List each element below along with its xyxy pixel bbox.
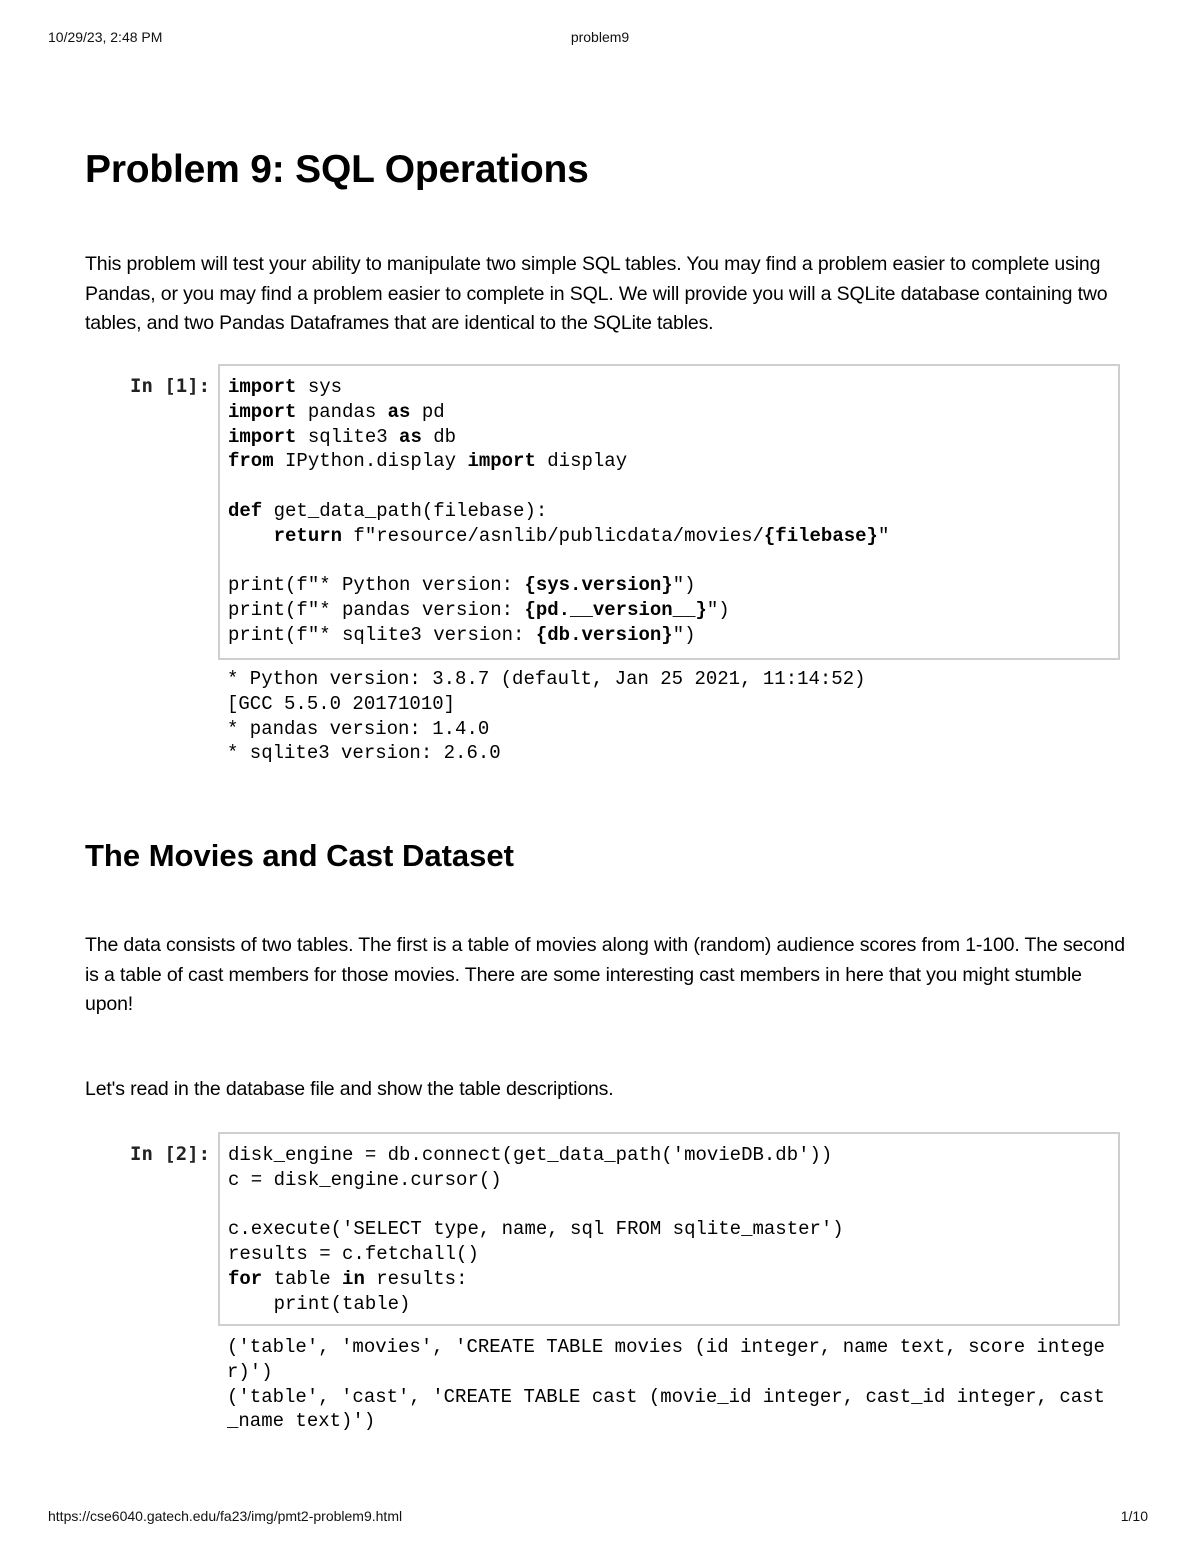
output-line: * Python version: 3.8.7 (default, Jan 25 2021, 11:14:52) xyxy=(227,668,866,690)
code-line: def get_data_path(filebase): xyxy=(228,499,548,522)
code-line: print(f"* Python version: {sys.version}") xyxy=(228,574,696,597)
intro-paragraph: This problem will test your ability to manipulate two simple SQL tables. You may find a problem easier to complete using Pandas, or you may find a problem easier to complete in SQL. We will provide you will a SQLite database containing two tables, and two Pandas Dataframes that are identical to the SQLite tables. xyxy=(85,253,1108,334)
cell1-prompt: In [1]: xyxy=(130,375,211,397)
cell2-code-input[interactable] xyxy=(218,1132,1120,1326)
code-line: results = c.fetchall() xyxy=(228,1243,479,1266)
print-doc-title: problem9 xyxy=(570,29,630,45)
code-line: print(f"* pandas version: {pd.__version__}") xyxy=(228,599,730,622)
code-line: import pandas as pd xyxy=(228,400,445,423)
read-description: Let's read in the database file and show the table descriptions. xyxy=(85,1078,614,1100)
output-line: [GCC 5.5.0 20171010] xyxy=(227,692,456,715)
code-line: c.execute('SELECT type, name, sql FROM sqlite_master') xyxy=(228,1218,844,1241)
code-line xyxy=(228,474,1110,499)
code-line: for table in results: xyxy=(228,1267,468,1290)
output-line: * sqlite3 version: 2.6.0 xyxy=(227,742,501,765)
code-line: disk_engine = db.connect(get_data_path('movieDB.db')) xyxy=(228,1144,833,1166)
cell1-code-input[interactable] xyxy=(218,364,1120,660)
print-url: https://cse6040.gatech.edu/fa23/img/pmt2-problem9.html xyxy=(48,1508,403,1524)
cell2-code xyxy=(228,1143,1110,1317)
cell1-code xyxy=(228,375,1110,648)
code-line: print(f"* sqlite3 version: {db.version}") xyxy=(228,623,696,646)
code-line xyxy=(228,1193,1110,1218)
output-line: ('table', 'cast', 'CREATE TABLE cast (movie_id integer, cast_id integer, cast xyxy=(227,1385,1105,1408)
cell1-output xyxy=(227,667,866,766)
cell2-output xyxy=(227,1335,1105,1434)
output-line: * pandas version: 1.4.0 xyxy=(227,717,490,740)
code-line xyxy=(228,549,1110,574)
code-line: import sys xyxy=(228,376,343,398)
print-page-number: 1/10 xyxy=(1120,1508,1148,1524)
cell2-prompt: In [2]: xyxy=(130,1143,211,1165)
code-line: print(table) xyxy=(228,1292,411,1315)
print-datetime: 10/29/23, 2:48 PM xyxy=(48,29,163,45)
output-line: r)') xyxy=(227,1360,273,1383)
dataset-description: The data consists of two tables. The first is a table of movies along with (random) audience scores from 1-100. The second is a table of cast members for those movies. There are some interesting cast members in here that you might stumble upon! xyxy=(85,934,1125,1015)
output-line: ('table', 'movies', 'CREATE TABLE movies (id integer, name text, score intege xyxy=(227,1336,1105,1358)
code-line: c = disk_engine.cursor() xyxy=(228,1168,502,1191)
output-line: _name text)') xyxy=(227,1410,376,1433)
code-line: return f"resource/asnlib/publicdata/movies/{filebase}" xyxy=(273,524,890,547)
code-line: from IPython.display import display xyxy=(228,450,628,473)
section-heading: The Movies and Cast Dataset xyxy=(85,838,514,873)
code-line: import sqlite3 as db xyxy=(228,425,457,448)
page-title: Problem 9: SQL Operations xyxy=(85,148,589,191)
